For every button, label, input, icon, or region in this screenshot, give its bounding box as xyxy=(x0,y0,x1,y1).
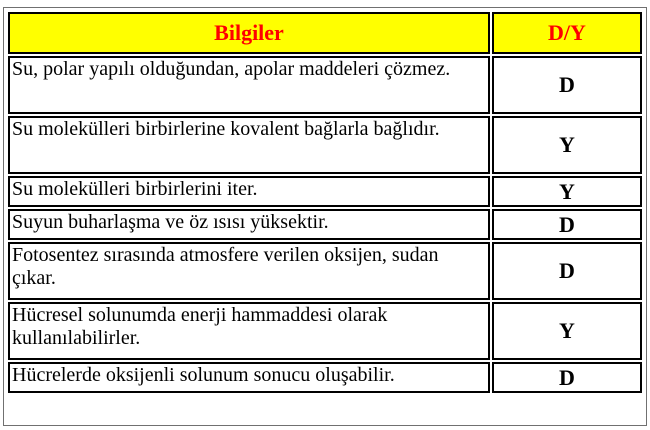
answer-cell: Y xyxy=(492,116,642,174)
answer-cell: D xyxy=(492,56,642,114)
answer-cell: D xyxy=(492,209,642,240)
statement-cell: Fotosentez sırasında atmosfere verilen oksijen, sudan çıkar. xyxy=(8,242,490,300)
statement-cell: Su molekülleri birbirlerini iter. xyxy=(8,176,490,207)
true-false-table xyxy=(6,10,644,395)
statement-cell: Hücresel solunumda enerji hammaddesi olarak kullanılabilirler. xyxy=(8,302,490,360)
statement-cell: Suyun buharlaşma ve öz ısısı yüksektir. xyxy=(8,209,490,240)
header-row xyxy=(8,12,642,54)
answer-cell: Y xyxy=(492,176,642,207)
table-row xyxy=(8,56,642,114)
table-row xyxy=(8,362,642,393)
answer-cell: D xyxy=(492,242,642,300)
table-row xyxy=(8,176,642,207)
statement-cell: Hücrelerde oksijenli solunum sonucu oluşabilir. xyxy=(8,362,490,393)
statement-cell: Su, polar yapılı olduğundan, apolar maddeleri çözmez. xyxy=(8,56,490,114)
header-answer: D/Y xyxy=(492,12,642,54)
table-row xyxy=(8,242,642,300)
statement-cell: Su molekülleri birbirlerine kovalent bağlarla bağlıdır. xyxy=(8,116,490,174)
table-row xyxy=(8,209,642,240)
answer-cell: Y xyxy=(492,302,642,360)
table-row xyxy=(8,116,642,174)
answer-cell: D xyxy=(492,362,642,393)
table-row xyxy=(8,302,642,360)
header-statements: Bilgiler xyxy=(8,12,490,54)
